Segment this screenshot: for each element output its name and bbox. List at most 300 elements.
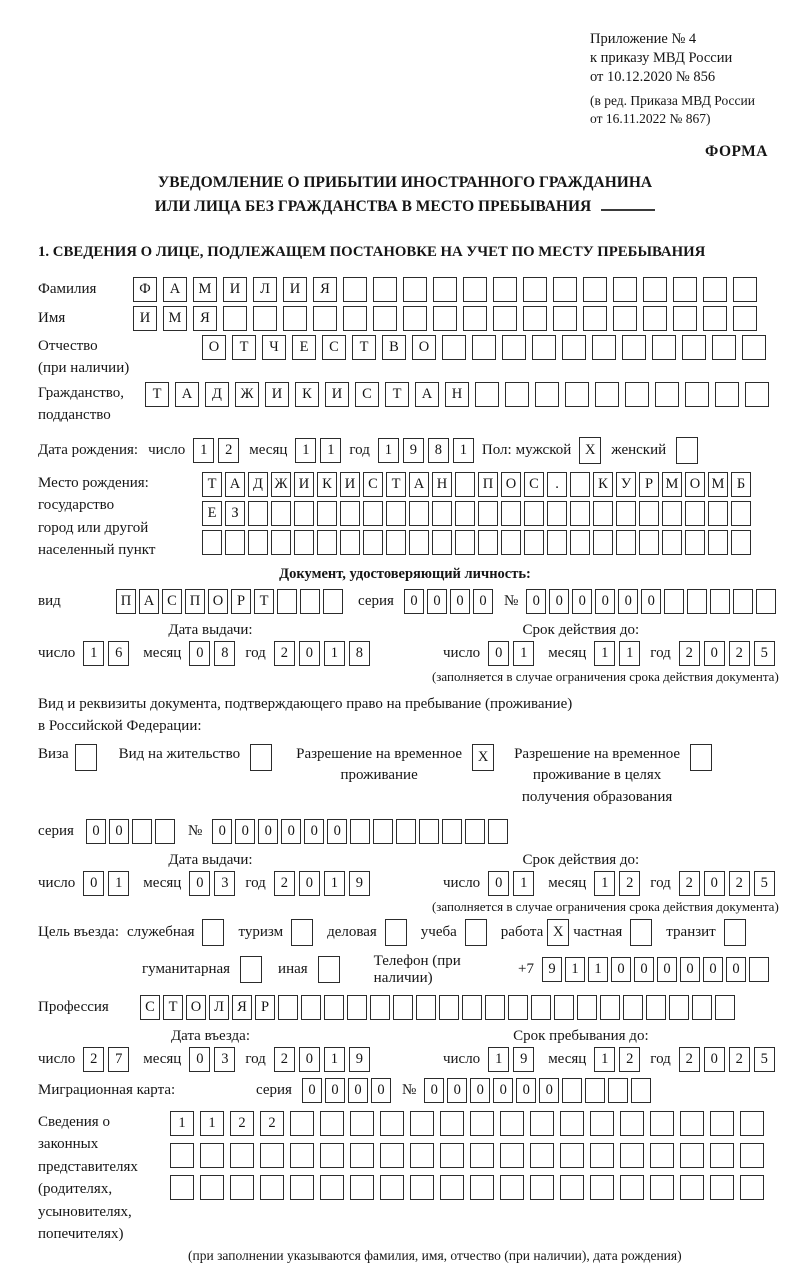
given-name-cell[interactable]: М	[163, 306, 187, 331]
residence-number-cell[interactable]: 0	[281, 819, 301, 844]
doc-number-cell[interactable]: 0	[526, 589, 546, 614]
citizenship-cell[interactable]: Т	[145, 382, 169, 407]
given-name-cell[interactable]	[553, 306, 577, 331]
birth-place-cell[interactable]	[271, 530, 291, 555]
doc-kind-cell[interactable]	[277, 589, 297, 614]
representatives-cell[interactable]	[230, 1143, 254, 1168]
birth-place-cell[interactable]	[432, 530, 452, 555]
birth-place-cell[interactable]	[616, 530, 636, 555]
sex-female-cell[interactable]	[676, 437, 698, 464]
patronymic-cell[interactable]	[682, 335, 706, 360]
citizenship-cell[interactable]	[505, 382, 529, 407]
patronymic-cell[interactable]	[532, 335, 556, 360]
residence-valid-day-cell[interactable]: 1	[513, 871, 534, 896]
doc-kind-cell[interactable]: П	[116, 589, 136, 614]
profession-cell[interactable]	[278, 995, 298, 1020]
profession-cell[interactable]	[715, 995, 735, 1020]
birth-place-cell[interactable]: Т	[202, 472, 222, 497]
doc-valid-day-cell[interactable]: 0	[488, 641, 509, 666]
birth-place-cell[interactable]	[524, 501, 544, 526]
stay-year-cell[interactable]: 2	[729, 1047, 750, 1072]
birth-place-cell[interactable]	[386, 501, 406, 526]
profession-cell[interactable]	[669, 995, 689, 1020]
residence-series-cell[interactable]	[132, 819, 152, 844]
entry-year-cell[interactable]: 2	[274, 1047, 295, 1072]
surname-cell[interactable]: И	[223, 277, 247, 302]
phone-cell[interactable]: 0	[611, 957, 631, 982]
representatives-cell[interactable]	[170, 1143, 194, 1168]
residence-number-cell[interactable]: 0	[212, 819, 232, 844]
doc-kind-cell[interactable]: О	[208, 589, 228, 614]
birth-place-cell[interactable]	[501, 530, 521, 555]
doc-kind-cell[interactable]	[300, 589, 320, 614]
citizenship-cell[interactable]: Д	[205, 382, 229, 407]
profession-cell[interactable]: С	[140, 995, 160, 1020]
representatives-cell[interactable]	[200, 1175, 224, 1200]
birth-place-cell[interactable]	[294, 501, 314, 526]
residence-valid-year-cell[interactable]: 5	[754, 871, 775, 896]
birth-day-cell[interactable]: 2	[218, 438, 239, 463]
representatives-cell[interactable]	[530, 1111, 554, 1136]
patronymic-cell[interactable]: Т	[352, 335, 376, 360]
citizenship-cell[interactable]: И	[325, 382, 349, 407]
birth-place-cell[interactable]	[593, 501, 613, 526]
doc-issue-month-cell[interactable]: 0	[189, 641, 210, 666]
doc-series-cell[interactable]: 0	[427, 589, 447, 614]
purpose-transit-cell[interactable]	[724, 919, 746, 946]
citizenship-cell[interactable]	[715, 382, 739, 407]
representatives-cell[interactable]	[680, 1111, 704, 1136]
doc-issue-year-cell[interactable]: 0	[299, 641, 320, 666]
citizenship-cell[interactable]: Т	[385, 382, 409, 407]
birth-place-cell[interactable]	[478, 530, 498, 555]
birth-place-cell[interactable]	[708, 501, 728, 526]
stay-year-cell[interactable]: 5	[754, 1047, 775, 1072]
birth-place-cell[interactable]	[685, 530, 705, 555]
representatives-cell[interactable]	[380, 1111, 404, 1136]
profession-cell[interactable]	[623, 995, 643, 1020]
birth-place-cell[interactable]: Р	[639, 472, 659, 497]
birth-place-cell[interactable]: Ж	[271, 472, 291, 497]
birth-place-cell[interactable]	[547, 501, 567, 526]
profession-cell[interactable]: Т	[163, 995, 183, 1020]
residence-number-cell[interactable]	[419, 819, 439, 844]
migration-series-cell[interactable]: 0	[302, 1078, 322, 1103]
doc-kind-cell[interactable]: С	[162, 589, 182, 614]
birth-place-cell[interactable]: А	[409, 472, 429, 497]
representatives-cell[interactable]	[410, 1175, 434, 1200]
birth-place-cell[interactable]	[340, 530, 360, 555]
representatives-cell[interactable]: 2	[260, 1111, 284, 1136]
birth-place-cell[interactable]	[386, 530, 406, 555]
patronymic-cell[interactable]	[742, 335, 766, 360]
representatives-cell[interactable]	[740, 1111, 764, 1136]
birth-place-cell[interactable]: М	[662, 472, 682, 497]
purpose-other-cell[interactable]	[318, 956, 340, 983]
residence-issue-year-cell[interactable]: 9	[349, 871, 370, 896]
profession-cell[interactable]	[393, 995, 413, 1020]
migration-series-cell[interactable]: 0	[371, 1078, 391, 1103]
entry-month-cell[interactable]: 3	[214, 1047, 235, 1072]
doc-kind-cell[interactable]: А	[139, 589, 159, 614]
citizenship-cell[interactable]: А	[175, 382, 199, 407]
representatives-cell[interactable]	[710, 1175, 734, 1200]
entry-month-cell[interactable]: 0	[189, 1047, 210, 1072]
representatives-cell[interactable]	[650, 1175, 674, 1200]
given-name-cell[interactable]	[283, 306, 307, 331]
doc-kind-cell[interactable]: Т	[254, 589, 274, 614]
phone-cell[interactable]: 0	[726, 957, 746, 982]
profession-cell[interactable]	[416, 995, 436, 1020]
representatives-cell[interactable]	[620, 1111, 644, 1136]
doc-issue-year-cell[interactable]: 8	[349, 641, 370, 666]
surname-cell[interactable]	[373, 277, 397, 302]
birth-place-cell[interactable]: Н	[432, 472, 452, 497]
phone-cell[interactable]: 0	[703, 957, 723, 982]
profession-cell[interactable]	[370, 995, 390, 1020]
surname-cell[interactable]: Л	[253, 277, 277, 302]
given-name-cell[interactable]	[643, 306, 667, 331]
birth-place-cell[interactable]	[662, 501, 682, 526]
patronymic-cell[interactable]: Ч	[262, 335, 286, 360]
representatives-cell[interactable]	[590, 1111, 614, 1136]
doc-issue-day-cell[interactable]: 6	[108, 641, 129, 666]
birth-place-cell[interactable]	[570, 472, 590, 497]
entry-year-cell[interactable]: 1	[324, 1047, 345, 1072]
profession-cell[interactable]	[439, 995, 459, 1020]
birth-year-cell[interactable]: 9	[403, 438, 424, 463]
birth-place-cell[interactable]	[294, 530, 314, 555]
surname-cell[interactable]: Я	[313, 277, 337, 302]
representatives-cell[interactable]	[380, 1143, 404, 1168]
surname-cell[interactable]	[433, 277, 457, 302]
birth-place-cell[interactable]	[432, 501, 452, 526]
stay-month-cell[interactable]: 1	[594, 1047, 615, 1072]
representatives-cell[interactable]	[290, 1175, 314, 1200]
birth-place-cell[interactable]	[593, 530, 613, 555]
birth-place-cell[interactable]: И	[340, 472, 360, 497]
entry-day-cell[interactable]: 2	[83, 1047, 104, 1072]
profession-cell[interactable]	[554, 995, 574, 1020]
citizenship-cell[interactable]: А	[415, 382, 439, 407]
citizenship-cell[interactable]: Н	[445, 382, 469, 407]
migration-number-cell[interactable]	[608, 1078, 628, 1103]
given-name-cell[interactable]	[433, 306, 457, 331]
option-temp-residence-education-cell[interactable]	[690, 744, 712, 771]
birth-place-cell[interactable]: О	[685, 472, 705, 497]
representatives-cell[interactable]	[650, 1111, 674, 1136]
entry-year-cell[interactable]: 9	[349, 1047, 370, 1072]
representatives-cell[interactable]	[560, 1175, 584, 1200]
birth-place-cell[interactable]: Т	[386, 472, 406, 497]
representatives-cell[interactable]	[620, 1143, 644, 1168]
birth-month-cell[interactable]: 1	[295, 438, 316, 463]
birth-place-cell[interactable]	[570, 530, 590, 555]
representatives-cell[interactable]	[710, 1111, 734, 1136]
representatives-cell[interactable]	[500, 1175, 524, 1200]
given-name-cell[interactable]	[523, 306, 547, 331]
given-name-cell[interactable]	[253, 306, 277, 331]
doc-number-cell[interactable]	[664, 589, 684, 614]
citizenship-cell[interactable]	[595, 382, 619, 407]
representatives-cell[interactable]	[620, 1175, 644, 1200]
given-name-cell[interactable]: Я	[193, 306, 217, 331]
surname-cell[interactable]: А	[163, 277, 187, 302]
profession-cell[interactable]	[692, 995, 712, 1020]
residence-number-cell[interactable]: 0	[258, 819, 278, 844]
birth-place-cell[interactable]	[639, 501, 659, 526]
birth-place-cell[interactable]	[455, 472, 475, 497]
citizenship-cell[interactable]: Ж	[235, 382, 259, 407]
doc-kind-cell[interactable]: Р	[231, 589, 251, 614]
birth-place-cell[interactable]: И	[294, 472, 314, 497]
residence-number-cell[interactable]	[373, 819, 393, 844]
birth-place-cell[interactable]	[524, 530, 544, 555]
residence-series-cell[interactable]: 0	[86, 819, 106, 844]
representatives-cell[interactable]	[470, 1111, 494, 1136]
residence-valid-year-cell[interactable]: 0	[704, 871, 725, 896]
residence-number-cell[interactable]: 0	[304, 819, 324, 844]
migration-series-cell[interactable]: 0	[325, 1078, 345, 1103]
migration-number-cell[interactable]	[631, 1078, 651, 1103]
patronymic-cell[interactable]: Е	[292, 335, 316, 360]
given-name-cell[interactable]	[223, 306, 247, 331]
doc-number-cell[interactable]: 0	[641, 589, 661, 614]
residence-series-cell[interactable]	[155, 819, 175, 844]
given-name-cell[interactable]	[343, 306, 367, 331]
given-name-cell[interactable]	[463, 306, 487, 331]
birth-place-cell[interactable]	[547, 530, 567, 555]
birth-place-cell[interactable]	[478, 501, 498, 526]
option-visa-cell[interactable]	[75, 744, 97, 771]
residence-valid-month-cell[interactable]: 1	[594, 871, 615, 896]
surname-cell[interactable]	[733, 277, 757, 302]
surname-cell[interactable]	[493, 277, 517, 302]
phone-cell[interactable]: 1	[588, 957, 608, 982]
representatives-cell[interactable]	[680, 1175, 704, 1200]
surname-cell[interactable]: И	[283, 277, 307, 302]
residence-number-cell[interactable]	[488, 819, 508, 844]
birth-place-cell[interactable]: Б	[731, 472, 751, 497]
representatives-cell[interactable]	[530, 1143, 554, 1168]
birth-place-cell[interactable]	[570, 501, 590, 526]
patronymic-cell[interactable]	[712, 335, 736, 360]
birth-place-cell[interactable]: Д	[248, 472, 268, 497]
profession-cell[interactable]	[301, 995, 321, 1020]
representatives-cell[interactable]	[650, 1143, 674, 1168]
patronymic-cell[interactable]	[502, 335, 526, 360]
phone-cell[interactable]: 9	[542, 957, 562, 982]
representatives-cell[interactable]	[230, 1175, 254, 1200]
representatives-cell[interactable]	[410, 1143, 434, 1168]
patronymic-cell[interactable]	[472, 335, 496, 360]
profession-cell[interactable]	[531, 995, 551, 1020]
representatives-cell[interactable]	[440, 1143, 464, 1168]
doc-number-cell[interactable]	[687, 589, 707, 614]
entry-day-cell[interactable]: 7	[108, 1047, 129, 1072]
doc-valid-year-cell[interactable]: 0	[704, 641, 725, 666]
patronymic-cell[interactable]: О	[202, 335, 226, 360]
representatives-cell[interactable]	[470, 1143, 494, 1168]
doc-valid-day-cell[interactable]: 1	[513, 641, 534, 666]
birth-place-cell[interactable]	[317, 530, 337, 555]
surname-cell[interactable]	[523, 277, 547, 302]
citizenship-cell[interactable]	[475, 382, 499, 407]
given-name-cell[interactable]	[733, 306, 757, 331]
profession-cell[interactable]	[600, 995, 620, 1020]
phone-cell[interactable]: 1	[565, 957, 585, 982]
birth-place-cell[interactable]	[248, 530, 268, 555]
purpose-study-cell[interactable]	[465, 919, 487, 946]
birth-place-cell[interactable]: К	[317, 472, 337, 497]
representatives-cell[interactable]	[350, 1143, 374, 1168]
birth-place-cell[interactable]	[455, 501, 475, 526]
doc-issue-year-cell[interactable]: 1	[324, 641, 345, 666]
citizenship-cell[interactable]: К	[295, 382, 319, 407]
doc-issue-year-cell[interactable]: 2	[274, 641, 295, 666]
surname-cell[interactable]	[613, 277, 637, 302]
doc-valid-year-cell[interactable]: 5	[754, 641, 775, 666]
residence-valid-year-cell[interactable]: 2	[679, 871, 700, 896]
birth-year-cell[interactable]: 8	[428, 438, 449, 463]
patronymic-cell[interactable]: О	[412, 335, 436, 360]
birth-place-cell[interactable]	[248, 501, 268, 526]
birth-place-cell[interactable]	[731, 530, 751, 555]
residence-number-cell[interactable]	[396, 819, 416, 844]
representatives-cell[interactable]	[380, 1175, 404, 1200]
patronymic-cell[interactable]	[592, 335, 616, 360]
birth-day-cell[interactable]: 1	[193, 438, 214, 463]
representatives-cell[interactable]	[320, 1143, 344, 1168]
given-name-cell[interactable]	[583, 306, 607, 331]
option-residence-permit-cell[interactable]	[250, 744, 272, 771]
stay-month-cell[interactable]: 2	[619, 1047, 640, 1072]
citizenship-cell[interactable]: С	[355, 382, 379, 407]
birth-place-cell[interactable]	[501, 501, 521, 526]
citizenship-cell[interactable]: И	[265, 382, 289, 407]
doc-valid-month-cell[interactable]: 1	[619, 641, 640, 666]
migration-number-cell[interactable]: 0	[539, 1078, 559, 1103]
doc-issue-month-cell[interactable]: 8	[214, 641, 235, 666]
representatives-cell[interactable]	[440, 1111, 464, 1136]
representatives-cell[interactable]	[590, 1175, 614, 1200]
doc-number-cell[interactable]	[733, 589, 753, 614]
phone-cell[interactable]: 0	[657, 957, 677, 982]
sex-male-cell[interactable]: X	[579, 437, 601, 464]
birth-place-cell[interactable]: А	[225, 472, 245, 497]
representatives-cell[interactable]	[350, 1111, 374, 1136]
residence-number-cell[interactable]: 0	[235, 819, 255, 844]
residence-number-cell[interactable]	[465, 819, 485, 844]
birth-place-cell[interactable]: С	[363, 472, 383, 497]
migration-number-cell[interactable]: 0	[516, 1078, 536, 1103]
representatives-cell[interactable]	[740, 1175, 764, 1200]
representatives-cell[interactable]	[470, 1175, 494, 1200]
profession-cell[interactable]	[324, 995, 344, 1020]
surname-cell[interactable]	[703, 277, 727, 302]
residence-valid-month-cell[interactable]: 2	[619, 871, 640, 896]
doc-number-cell[interactable]: 0	[618, 589, 638, 614]
doc-valid-month-cell[interactable]: 1	[594, 641, 615, 666]
birth-place-cell[interactable]	[731, 501, 751, 526]
representatives-cell[interactable]	[320, 1111, 344, 1136]
representatives-cell[interactable]	[320, 1175, 344, 1200]
profession-cell[interactable]	[462, 995, 482, 1020]
residence-valid-year-cell[interactable]: 2	[729, 871, 750, 896]
representatives-cell[interactable]	[260, 1175, 284, 1200]
surname-cell[interactable]: Ф	[133, 277, 157, 302]
birth-place-cell[interactable]	[202, 530, 222, 555]
representatives-cell[interactable]	[290, 1111, 314, 1136]
birth-place-cell[interactable]	[616, 501, 636, 526]
migration-number-cell[interactable]	[562, 1078, 582, 1103]
birth-place-cell[interactable]	[340, 501, 360, 526]
representatives-cell[interactable]	[260, 1143, 284, 1168]
citizenship-cell[interactable]	[625, 382, 649, 407]
given-name-cell[interactable]	[403, 306, 427, 331]
migration-number-cell[interactable]: 0	[447, 1078, 467, 1103]
birth-place-cell[interactable]	[455, 530, 475, 555]
birth-year-cell[interactable]: 1	[378, 438, 399, 463]
doc-number-cell[interactable]	[756, 589, 776, 614]
residence-number-cell[interactable]: 0	[327, 819, 347, 844]
given-name-cell[interactable]: И	[133, 306, 157, 331]
residence-valid-day-cell[interactable]: 0	[488, 871, 509, 896]
citizenship-cell[interactable]	[685, 382, 709, 407]
citizenship-cell[interactable]	[535, 382, 559, 407]
phone-cell[interactable]: 0	[680, 957, 700, 982]
birth-place-cell[interactable]	[317, 501, 337, 526]
representatives-cell[interactable]: 2	[230, 1111, 254, 1136]
migration-series-cell[interactable]: 0	[348, 1078, 368, 1103]
profession-cell[interactable]: Я	[232, 995, 252, 1020]
representatives-cell[interactable]	[170, 1175, 194, 1200]
surname-cell[interactable]	[673, 277, 697, 302]
birth-place-cell[interactable]	[409, 501, 429, 526]
patronymic-cell[interactable]	[442, 335, 466, 360]
representatives-cell[interactable]	[590, 1143, 614, 1168]
option-temp-residence-cell[interactable]: X	[472, 744, 494, 771]
birth-year-cell[interactable]: 1	[453, 438, 474, 463]
stay-day-cell[interactable]: 1	[488, 1047, 509, 1072]
residence-issue-month-cell[interactable]: 0	[189, 871, 210, 896]
birth-place-cell[interactable]: .	[547, 472, 567, 497]
birth-place-cell[interactable]	[708, 530, 728, 555]
patronymic-cell[interactable]	[652, 335, 676, 360]
residence-issue-day-cell[interactable]: 1	[108, 871, 129, 896]
residence-number-cell[interactable]	[350, 819, 370, 844]
representatives-cell[interactable]	[560, 1111, 584, 1136]
given-name-cell[interactable]	[313, 306, 337, 331]
representatives-cell[interactable]	[740, 1143, 764, 1168]
residence-number-cell[interactable]	[442, 819, 462, 844]
purpose-humanitarian-cell[interactable]	[240, 956, 262, 983]
profession-cell[interactable]	[347, 995, 367, 1020]
citizenship-cell[interactable]	[565, 382, 589, 407]
profession-cell[interactable]	[485, 995, 505, 1020]
birth-place-cell[interactable]: К	[593, 472, 613, 497]
profession-cell[interactable]: О	[186, 995, 206, 1020]
representatives-cell[interactable]	[530, 1175, 554, 1200]
birth-place-cell[interactable]: З	[225, 501, 245, 526]
representatives-cell[interactable]	[290, 1143, 314, 1168]
surname-cell[interactable]: М	[193, 277, 217, 302]
birth-place-cell[interactable]	[271, 501, 291, 526]
purpose-tourism-cell[interactable]	[291, 919, 313, 946]
birth-place-cell[interactable]: Е	[202, 501, 222, 526]
doc-kind-cell[interactable]	[323, 589, 343, 614]
given-name-cell[interactable]	[493, 306, 517, 331]
